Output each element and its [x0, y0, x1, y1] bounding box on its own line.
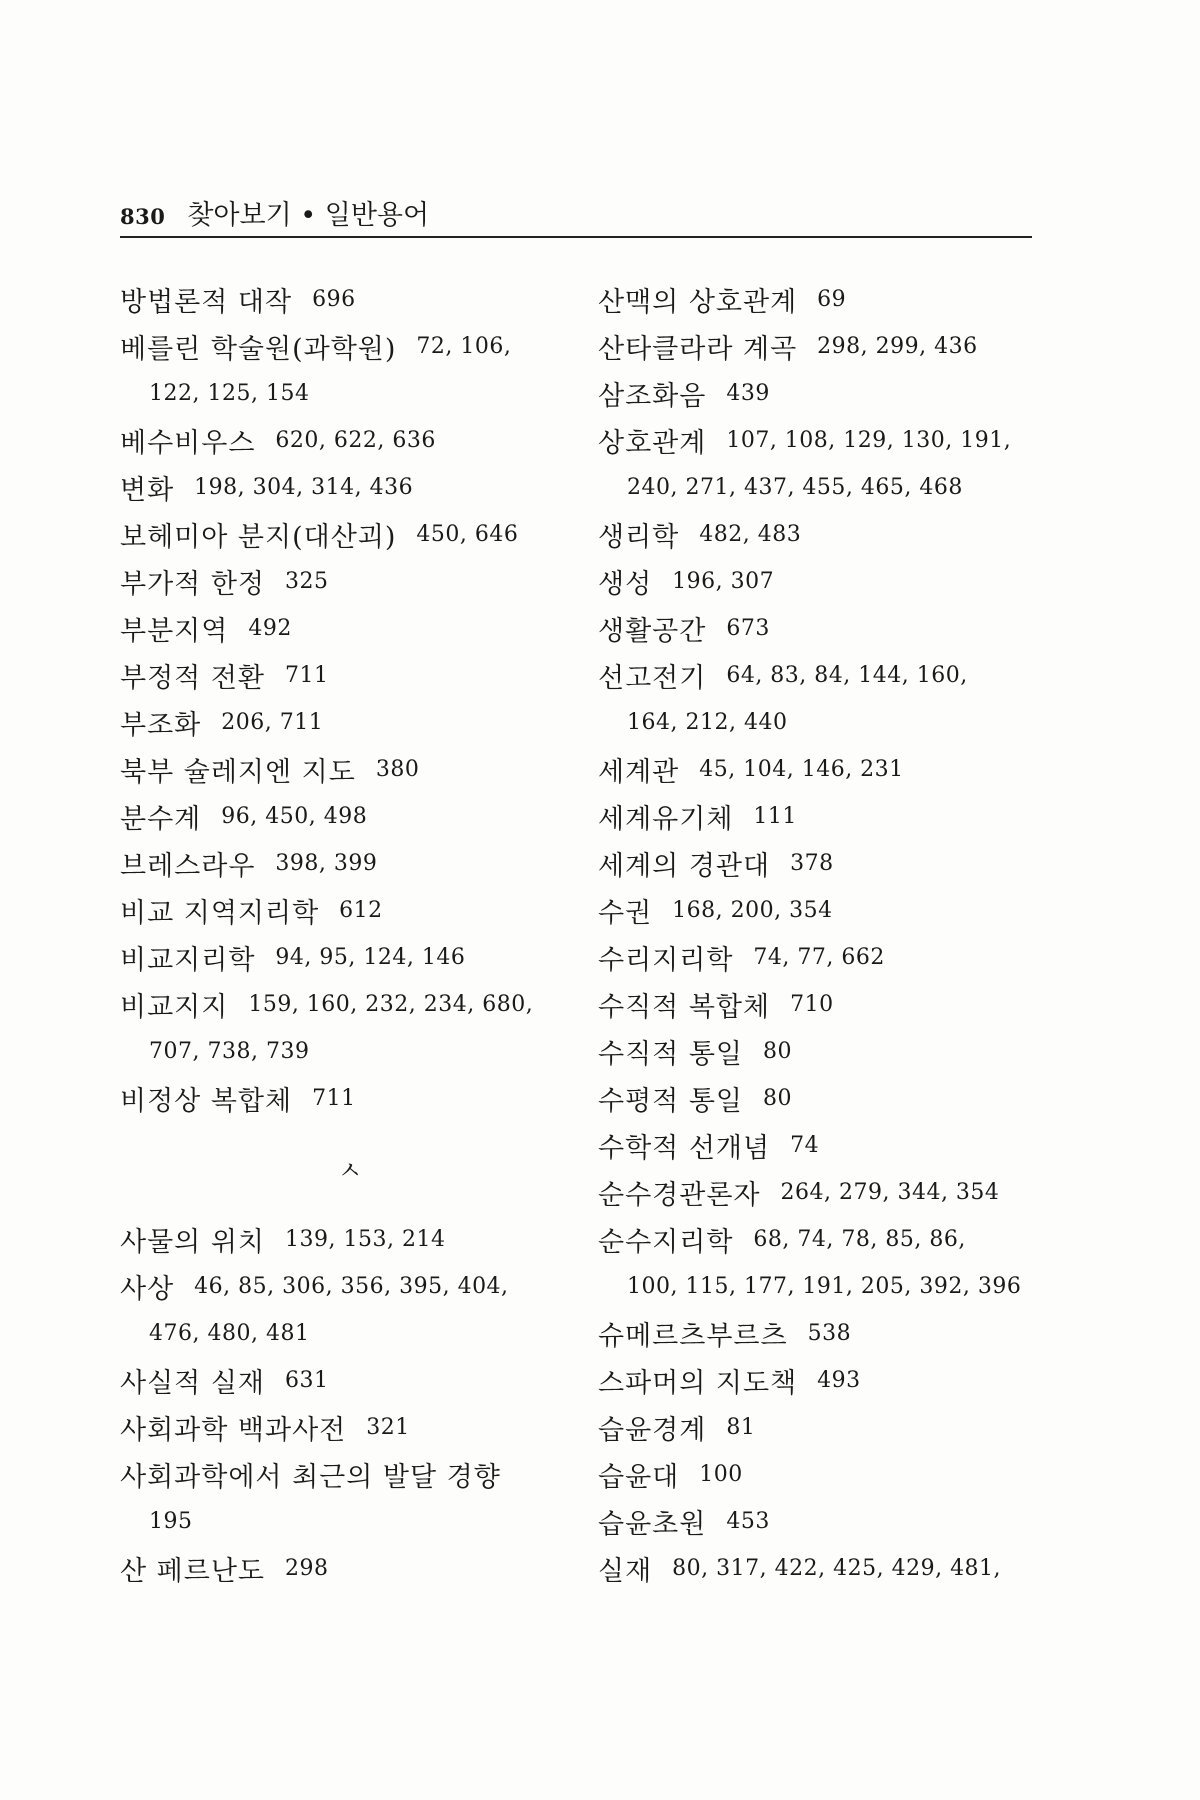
index-entry: [120, 558, 580, 605]
page-title: 찾아보기 • 일반용어: [187, 200, 430, 231]
page-references: 80, 317, 422, 425, 429, 481,: [672, 1556, 1002, 1581]
index-term: 비교지리학: [120, 945, 256, 976]
index-entry: [120, 464, 580, 511]
page-references: 80: [763, 1086, 792, 1111]
page-references: 74: [790, 1133, 820, 1158]
index-term: 산 페르난도: [120, 1556, 265, 1587]
page-references: 69: [817, 287, 847, 312]
index-entry: [120, 699, 580, 746]
index-term: 수학적 선개념: [598, 1133, 771, 1164]
index-entry: [120, 511, 580, 558]
page-references: 710: [790, 992, 834, 1017]
index-term: 세계관: [598, 757, 680, 788]
index-entry: [598, 887, 1058, 934]
index-term: 산맥의 상호관계: [598, 287, 798, 318]
index-entry: [598, 605, 1058, 652]
page-references: 64, 83, 84, 144, 160,: [726, 663, 968, 688]
index-entry: [598, 1404, 1058, 1451]
index-entry: [120, 981, 580, 1028]
index-term: 습윤초원: [598, 1509, 707, 1540]
page-references: 168, 200, 354: [672, 898, 833, 923]
index-term: 습윤대: [598, 1462, 680, 1493]
index-term: 비교지지: [120, 992, 229, 1023]
index-entry: [598, 323, 1058, 370]
index-entry: [598, 652, 1058, 699]
index-entry: [598, 981, 1058, 1028]
index-entry: [120, 276, 580, 323]
index-entry: [598, 1545, 1058, 1592]
index-entry: [598, 1075, 1058, 1122]
index-entry: [598, 1216, 1058, 1263]
index-term: 세계의 경관대: [598, 851, 771, 882]
index-entry: [598, 558, 1058, 605]
right-column: [598, 276, 1058, 1592]
index-entry: [120, 840, 580, 887]
page-references: 81: [726, 1415, 756, 1440]
page-references: 159, 160, 232, 234, 680,: [248, 992, 534, 1017]
index-term: 비교 지역지리학: [120, 898, 320, 929]
index-term: 생리학: [598, 522, 680, 553]
page-references-continued: 100, 115, 177, 191, 205, 392, 396: [627, 1274, 1022, 1299]
page-references: 439: [726, 381, 770, 406]
index-entry: [598, 840, 1058, 887]
index-entry: [120, 1545, 580, 1592]
index-entry: [598, 934, 1058, 981]
index-entry: [120, 1404, 580, 1451]
index-entry: [598, 1357, 1058, 1404]
page-references-continued: 240, 271, 437, 455, 465, 468: [627, 475, 963, 500]
page-references-continued: 707, 738, 739: [149, 1039, 310, 1064]
page-references: 94, 95, 124, 146: [275, 945, 466, 970]
index-entry: [598, 1169, 1058, 1216]
page-header: [120, 196, 1032, 238]
page-references: 139, 153, 214: [285, 1227, 446, 1252]
page-references: 673: [726, 616, 770, 641]
index-entry: [120, 1075, 580, 1122]
index-entry: [598, 793, 1058, 840]
index-term: 사실적 실재: [120, 1368, 265, 1399]
index-entry: [120, 652, 580, 699]
page-references: 631: [285, 1368, 329, 1393]
index-entry: [120, 793, 580, 840]
index-term: 수권: [598, 898, 653, 929]
index-term: 분수계: [120, 804, 202, 835]
page-references: 74, 77, 662: [753, 945, 885, 970]
page-references: 482, 483: [699, 522, 802, 547]
index-term: 순수지리학: [598, 1227, 734, 1258]
index-term: 습윤경계: [598, 1415, 707, 1446]
page-references: 492: [248, 616, 292, 641]
index-term: 사회과학에서 최근의 발달 경향: [120, 1462, 501, 1493]
page-references: 100: [699, 1462, 743, 1487]
page-references: 493: [817, 1368, 861, 1393]
page-references-continued: 164, 212, 440: [627, 710, 788, 735]
index-term: 세계유기체: [598, 804, 734, 835]
index-term: 부조화: [120, 710, 202, 741]
page-references: 398, 399: [275, 851, 378, 876]
index-entry: [120, 323, 580, 370]
index-entry: [120, 417, 580, 464]
index-term: 선고전기: [598, 663, 707, 694]
page-references-continued: 195: [149, 1509, 193, 1534]
index-entry: [120, 1263, 580, 1310]
index-entry: [120, 1357, 580, 1404]
page-references: 711: [312, 1086, 356, 1111]
index-entry: [598, 1498, 1058, 1545]
page-references: 46, 85, 306, 356, 395, 404,: [194, 1274, 509, 1299]
index-term: 수직적 복합체: [598, 992, 771, 1023]
index-term: 사물의 위치: [120, 1227, 265, 1258]
index-entry: [598, 417, 1058, 464]
page-references-continued: 476, 480, 481: [149, 1321, 310, 1346]
index-entry: [120, 605, 580, 652]
index-entry: [598, 1310, 1058, 1357]
index-term: 비정상 복합체: [120, 1086, 293, 1117]
index-term: 사회과학 백과사전: [120, 1415, 347, 1446]
index-term: 스파머의 지도책: [598, 1368, 798, 1399]
index-term: 생성: [598, 569, 653, 600]
page-references: 96, 450, 498: [221, 804, 368, 829]
left-column: [120, 276, 580, 1592]
index-term: 북부 슐레지엔 지도: [120, 757, 356, 788]
index-term: 베를린 학술원(과학원): [120, 334, 397, 365]
index-entry: [120, 746, 580, 793]
index-entry: [598, 746, 1058, 793]
page-references-continued: 122, 125, 154: [149, 381, 310, 406]
page-references: 264, 279, 344, 354: [780, 1180, 1000, 1205]
index-term: 슈메르츠부르츠: [598, 1321, 788, 1352]
index-term: 부분지역: [120, 616, 229, 647]
page-references: 298: [285, 1556, 329, 1581]
page-references: 325: [285, 569, 329, 594]
index-term: 실재: [598, 1556, 653, 1587]
page-references: 538: [807, 1321, 852, 1346]
page-references: 206, 711: [221, 710, 324, 735]
index-term: 삼조화음: [598, 381, 707, 412]
index-term: 산타클라라 계곡: [598, 334, 798, 365]
page-references: 72, 106,: [416, 334, 512, 359]
index-term: 브레스라우: [120, 851, 256, 882]
index-term: 사상: [120, 1274, 175, 1305]
page-references: 620, 622, 636: [275, 428, 436, 453]
page-references: 107, 108, 129, 130, 191,: [726, 428, 1012, 453]
page-references: 380: [375, 757, 420, 782]
page-references: 68, 74, 78, 85, 86,: [753, 1227, 966, 1252]
index-entry: [598, 276, 1058, 323]
page-references: 198, 304, 314, 436: [194, 475, 414, 500]
page-references: 111: [753, 804, 797, 829]
page-references: 196, 307: [672, 569, 775, 594]
index-entry: [598, 511, 1058, 558]
index-term: 수평적 통일: [598, 1086, 743, 1117]
index-term: 생활공간: [598, 616, 707, 647]
index-term: 방법론적 대작: [120, 287, 293, 318]
page-references: 45, 104, 146, 231: [699, 757, 904, 782]
page-references: 450, 646: [416, 522, 519, 547]
index-term: 변화: [120, 475, 175, 506]
section-letter: ㅅ: [337, 1156, 363, 1185]
page-references: 711: [285, 663, 329, 688]
index-entry: [598, 1028, 1058, 1075]
page-references: 80: [763, 1039, 792, 1064]
index-entry: [598, 1451, 1058, 1498]
index-entry: [120, 887, 580, 934]
index-term: 베수비우스: [120, 428, 256, 459]
index-term: 수리지리학: [598, 945, 734, 976]
page-number: 830: [120, 204, 166, 229]
index-entry: [120, 934, 580, 981]
index-term: 부정적 전환: [120, 663, 265, 694]
index-term: 상호관계: [598, 428, 707, 459]
index-entry: [120, 1451, 580, 1498]
index-term: 수직적 통일: [598, 1039, 743, 1070]
page-references: 378: [790, 851, 834, 876]
page-references: 696: [312, 287, 356, 312]
index-term: 부가적 한정: [120, 569, 265, 600]
index-term: 순수경관론자: [598, 1180, 761, 1211]
index-entry: [120, 1216, 580, 1263]
index-term: 보헤미아 분지(대산괴): [120, 522, 397, 553]
page-references: 453: [726, 1509, 770, 1534]
index-entry: [598, 370, 1058, 417]
page-references: 298, 299, 436: [817, 334, 978, 359]
index-entry: [598, 1122, 1058, 1169]
page-references: 612: [339, 898, 383, 923]
page-references: 321: [366, 1415, 410, 1440]
